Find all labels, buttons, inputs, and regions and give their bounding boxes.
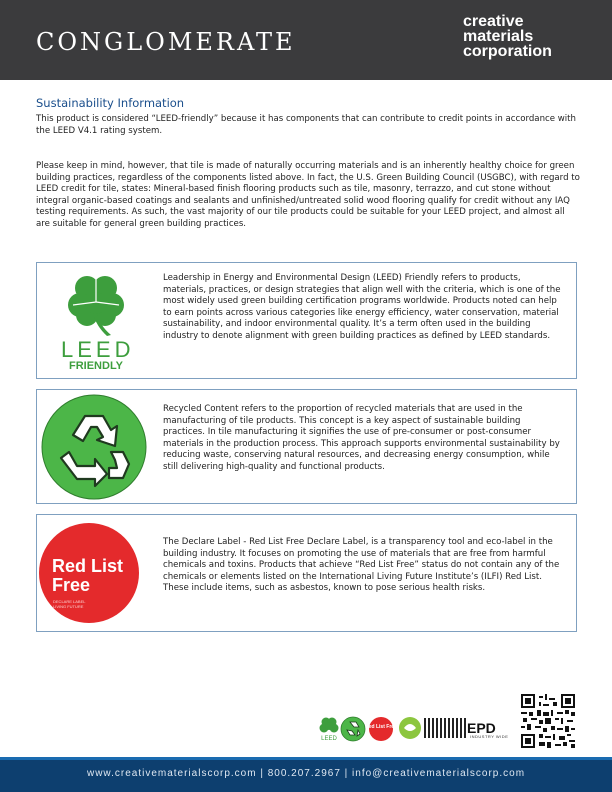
- brand-name: CONGLOMERATE: [36, 28, 296, 56]
- leed-badge-text: LEED: [321, 736, 337, 742]
- footer-bar: [0, 757, 612, 792]
- recycled-description: Recycled Content refers to the proportion of recycled materials that are used in the manufacturing of tile products. This concept is a key aspect of sustainable building practices. In tile manufacturing it signifies the use of pre-consumer or post-consumer materials in the production process. This approach supports environmental sustainability by reducing waste, conserving natural resources, and decreasing energy consumption, while still delivering high-quality and functional products.: [163, 404, 560, 472]
- epd-stripes-icon: [424, 716, 468, 742]
- intro-paragraph: This product is considered “LEED-friendly” because it has components that can contribute to credit points in accordance with the LEED V4.1 rating system.: [36, 114, 576, 136]
- declare-small-line1: DECLARE LABEL: [53, 599, 86, 604]
- redlist-description: The Declare Label - Red List Free Declare Label, is a transparency tool and eco-label in the building industry. It focuses on promoting the use of materials that are free from harmful chemicals and toxins. Products that achieve “Red List Free” status do not contain any of the chemicals or elements listed on the International Living Future Institute’s (ILFI) Red List. These include items, such as asbestos, known to pose serious health risks.: [163, 537, 560, 594]
- red-list-badge-icon: [365, 716, 397, 742]
- red-list-free-logo: [39, 523, 139, 623]
- leed-badge-icon: [318, 716, 340, 742]
- company-logo-line2: materials: [463, 28, 534, 45]
- footer-contact: www.creativematerialscorp.com | 800.207.2967 | info@creativematerialscorp.com: [86, 768, 526, 779]
- company-logo-line1: creative: [463, 13, 524, 30]
- declare-logo-small-text: [53, 599, 85, 609]
- company-logo: [463, 14, 552, 59]
- company-logo-line3: corporation: [463, 43, 552, 60]
- epd-badge-sub: INDUSTRY WIDE: [470, 734, 509, 739]
- leed-description: Leadership in Energy and Environmental Design (LEED) Friendly refers to products, materials, practices, or design strategies that align well with the criteria, which is one of the most widely used green building certification programs worldwide. Products noted can help to earn points across various categories like energy efficiency, water conservation, material sustainability, and indoor environmental quality. It’s a term often used in the building industry to denote alignment with green building practices as defined by LEED standards.: [163, 273, 561, 341]
- epd-badge: EPD: [467, 720, 496, 736]
- declare-small-line2: LIVING FUTURE: [53, 604, 84, 609]
- red-list-badge-text: Red List Free: [365, 724, 397, 730]
- redlist-card: [36, 514, 577, 632]
- green-badge-icon: [398, 716, 422, 740]
- leed-logo-sub: FRIENDLY: [69, 360, 123, 372]
- leed-logo-word: LEED: [61, 337, 135, 362]
- clover-icon: [61, 271, 131, 337]
- details-paragraph: Please keep in mind, however, that tile is made of naturally occurring materials and is an inherently healthy choice for green building practices, regardless of the components listed above. In fact, the U.S. Green Building Council (USGBC), with regard to LEED credit for tile, states: Mineral-based finish flooring products such as tile, masonry, terrazzo, and cut stone without integral organic-based coatings and sealants and unfinished/untreated solid wood flooring qualify for credit without any IAQ testing requirements. As such, the vast majority of our tile products could be suitable for your LEED project, and almost all are suitable for general green building practices.: [36, 161, 580, 229]
- red-list-logo-line1: Red List: [52, 556, 124, 576]
- recycle-badge-icon: [340, 716, 366, 742]
- leed-card: [36, 262, 577, 379]
- recycled-card: [36, 389, 577, 504]
- leed-friendly-logo: [61, 271, 135, 375]
- red-list-logo-line2: Free: [52, 575, 91, 595]
- red-list-logo-text: [52, 557, 123, 595]
- recycle-icon: [41, 394, 147, 500]
- section-title: Sustainability Information: [36, 96, 185, 110]
- qr-code-icon: [521, 694, 575, 748]
- header-bar: [0, 0, 612, 80]
